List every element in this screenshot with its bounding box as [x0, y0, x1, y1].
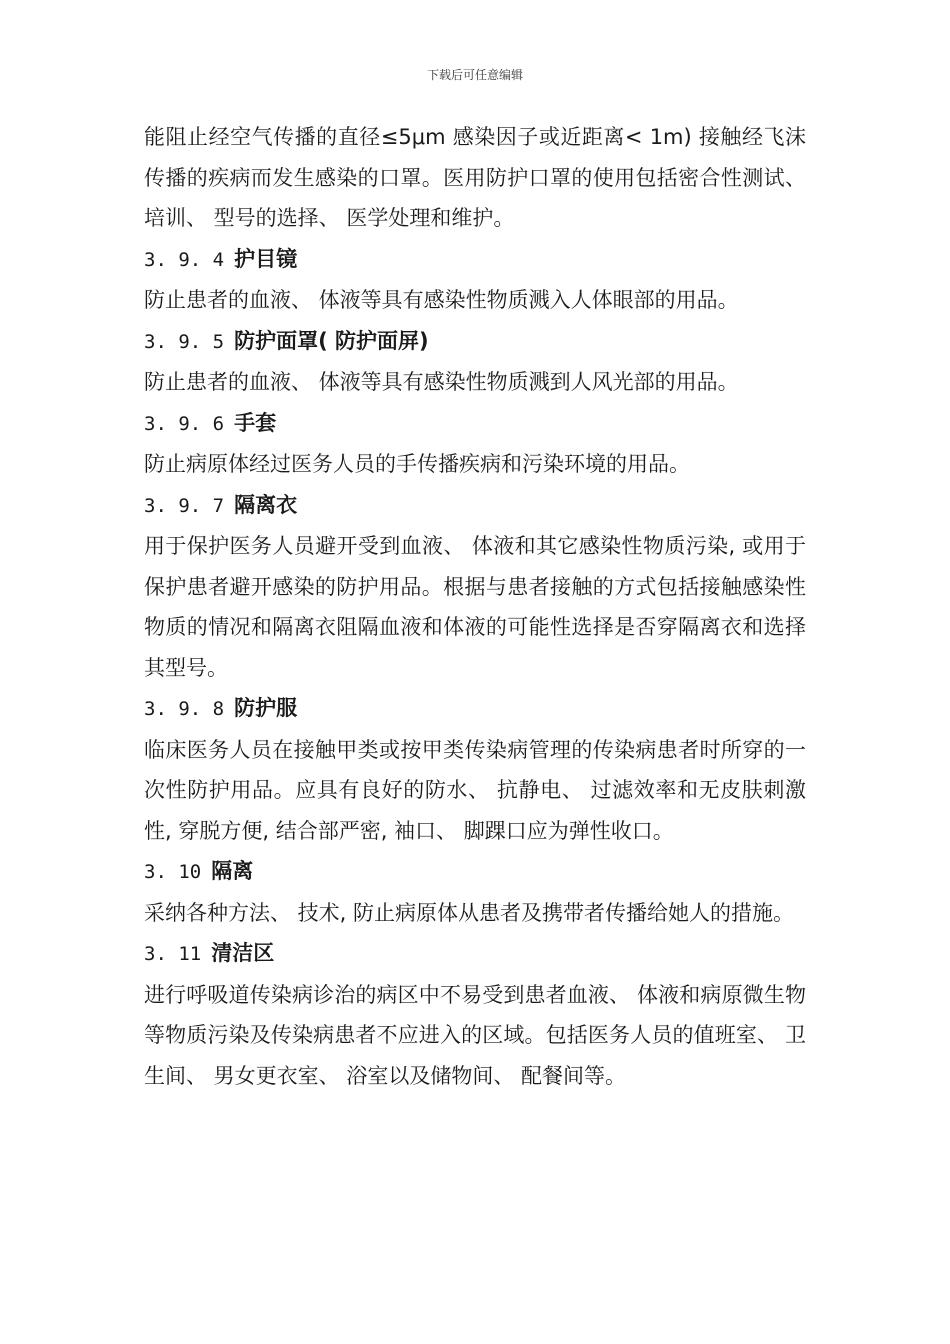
- section-title: 清洁区: [211, 941, 275, 965]
- paragraph: 能阻止经空气传播的直径≤5μm 感染因子或近距离< 1m) 接触经飞沫传播的疾病而发生感染的口罩。医用防护口罩的使用包括密合性测试、 培训、 型号的选择、 医学处理和维护。: [144, 125, 806, 230]
- paragraph: 防止患者的血液、 体液等具有感染性物质溅到人风光部的用品。: [144, 370, 739, 394]
- section-heading: [144, 851, 806, 893]
- section-title: 隔离: [211, 859, 254, 883]
- paragraph: 防止患者的血液、 体液等具有感染性物质溅入人体眼部的用品。: [144, 288, 739, 312]
- section-title: 防护面罩( 防护面屏): [234, 328, 429, 353]
- section-heading: [144, 403, 806, 445]
- paragraph: 临床医务人员在接触甲类或按甲类传染病管理的传染病患者时所穿的一次性防护用品。应具有良好的防水、 抗静电、 过滤效率和无皮肤刺激性, 穿脱方便, 结合部严密, 袖口、 脚踝口应为弹性收口。: [144, 737, 806, 843]
- section-number: 3. 9. 4: [144, 248, 225, 271]
- section-number: 3. 11: [144, 943, 202, 965]
- section-title: 护目镜: [234, 246, 298, 271]
- section-number: 3. 9. 8: [144, 698, 225, 720]
- section-number: 3. 9. 5: [144, 330, 225, 353]
- section-heading: [144, 933, 806, 975]
- section-title: 隔离衣: [234, 492, 298, 517]
- section-title: 防护服: [234, 696, 298, 720]
- section-heading: [144, 485, 806, 527]
- document-body: [144, 117, 806, 1096]
- section-number: 3. 9. 6: [144, 412, 225, 435]
- paragraph: 防止病原体经过医务人员的手传播疾病和污染环境的用品。: [144, 452, 690, 476]
- paragraph: 用于保护医务人员避开受到血液、 体液和其它感染性物质污染, 或用于保护患者避开感染的防护用品。根据与患者接触的方式包括接触感染性物质的情况和隔离衣阻隔血液和体液的可能性选择是否穿隔离衣和选择其型号。: [144, 534, 806, 680]
- section-number: 3. 10: [144, 861, 202, 883]
- section-title: 手套: [234, 410, 277, 435]
- paragraph: 采纳各种方法、 技术, 防止病原体从患者及携带者传播给她人的措施。: [144, 900, 795, 925]
- page-header: 下载后可任意编辑: [426, 68, 523, 82]
- section-heading: [144, 688, 806, 730]
- paragraph: 进行呼吸道传染病诊治的病区中不易受到患者血液、 体液和病原微生物等物质污染及传染病患者不应进入的区域。包括医务人员的值班室、 卫生间、 男女更衣室、 浴室以及储物间、 配餐间等。: [144, 982, 806, 1088]
- section-number: 3. 9. 7: [144, 494, 225, 517]
- section-heading: [144, 239, 806, 281]
- section-heading: [144, 321, 806, 363]
